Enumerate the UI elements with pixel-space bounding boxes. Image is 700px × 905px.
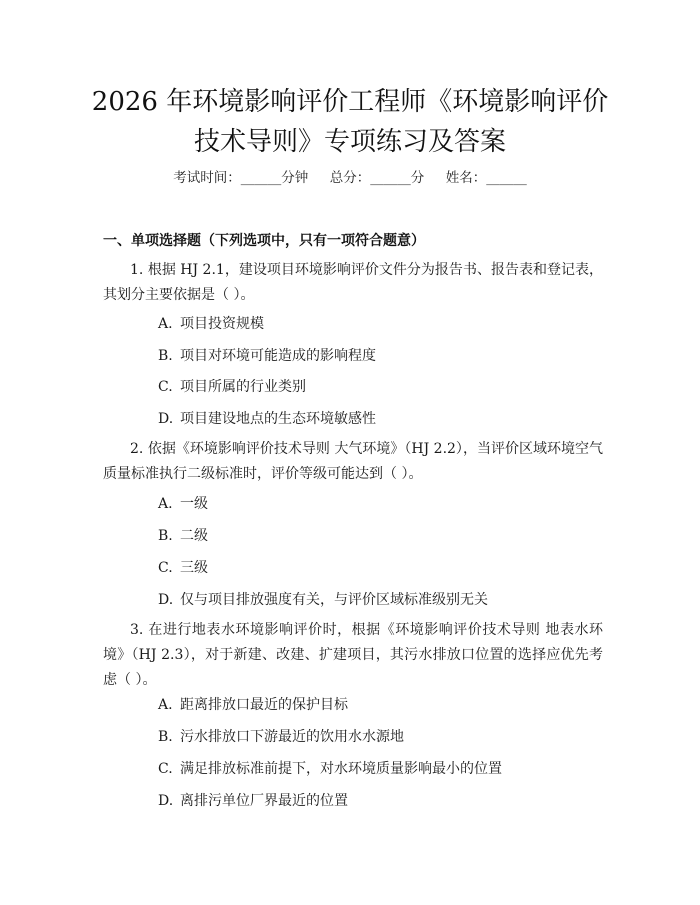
option-text: 项目对环境可能造成的影响程度 [180,348,376,364]
question-1-option-c [158,376,306,396]
option-text: 项目建设地点的生态环境敏感性 [180,411,376,427]
option-letter: B. [158,528,173,544]
option-text: 项目所属的行业类别 [180,379,306,395]
option-letter: A. [158,697,173,713]
question-1-option-b [158,345,376,365]
option-letter: D. [158,793,174,809]
question-2-option-a [158,493,208,513]
document-title [60,82,640,162]
option-letter: C. [158,560,173,576]
question-1-option-a [158,313,264,333]
question-1-option-d [158,408,376,428]
option-letter: D. [158,411,174,427]
section-heading: 一、单项选择题（下列选项中，只有一项符合题意） [103,233,425,249]
question-1-text: 1. 根据 HJ 2.1，建设项目环境影响评价文件分为报告书、报告表和登记表，其划分主要依据是（ ）。 [103,262,603,303]
question-2-option-b [158,525,208,545]
option-text: 仅与项目排放强度有关，与评价区域标准级别无关 [180,592,488,608]
option-text: 三级 [180,560,208,576]
question-3-option-c [158,758,502,778]
question-2-option-d [158,589,488,609]
option-letter: B. [158,348,173,364]
question-3-option-b [158,726,404,746]
title-line-2: 技术导则》专项练习及答案 [193,127,506,157]
question-2-text: 2. 依据《环境影响评价技术导则 大气环境》（HJ 2.2），当评价区域环境空气质量标准执行二级标准时，评价等级可能达到（ ）。 [103,441,603,482]
option-text: 污水排放口下游最近的饮用水水源地 [180,729,404,745]
question-3-text: 3. 在进行地表水环境影响评价时，根据《环境影响评价技术导则 地表水环境》（HJ 2.3），对于新建、改建、扩建项目，其污水排放口位置的选择应优先考虑（ ）。 [103,622,603,688]
question-2-option-c [158,557,208,577]
option-letter: C. [158,379,173,395]
question-3-option-d [158,790,348,810]
exam-meta-line: 考试时间：______分钟 总分：______分 姓名：______ [173,170,527,186]
option-letter: C. [158,761,173,777]
option-text: 距离排放口最近的保护目标 [180,697,348,713]
option-letter: D. [158,592,174,608]
option-text: 二级 [180,528,208,544]
title-line-1: 2026 年环境影响评价工程师《环境影响评价 [91,87,609,117]
option-text: 满足排放标准前提下，对水环境质量影响最小的位置 [180,761,502,777]
question-3-option-a [158,694,348,714]
option-text: 离排污单位厂界最近的位置 [180,793,348,809]
option-letter: A. [158,316,173,332]
option-text: 项目投资规模 [180,316,264,332]
option-text: 一级 [180,496,208,512]
option-letter: A. [158,496,173,512]
option-letter: B. [158,729,173,745]
